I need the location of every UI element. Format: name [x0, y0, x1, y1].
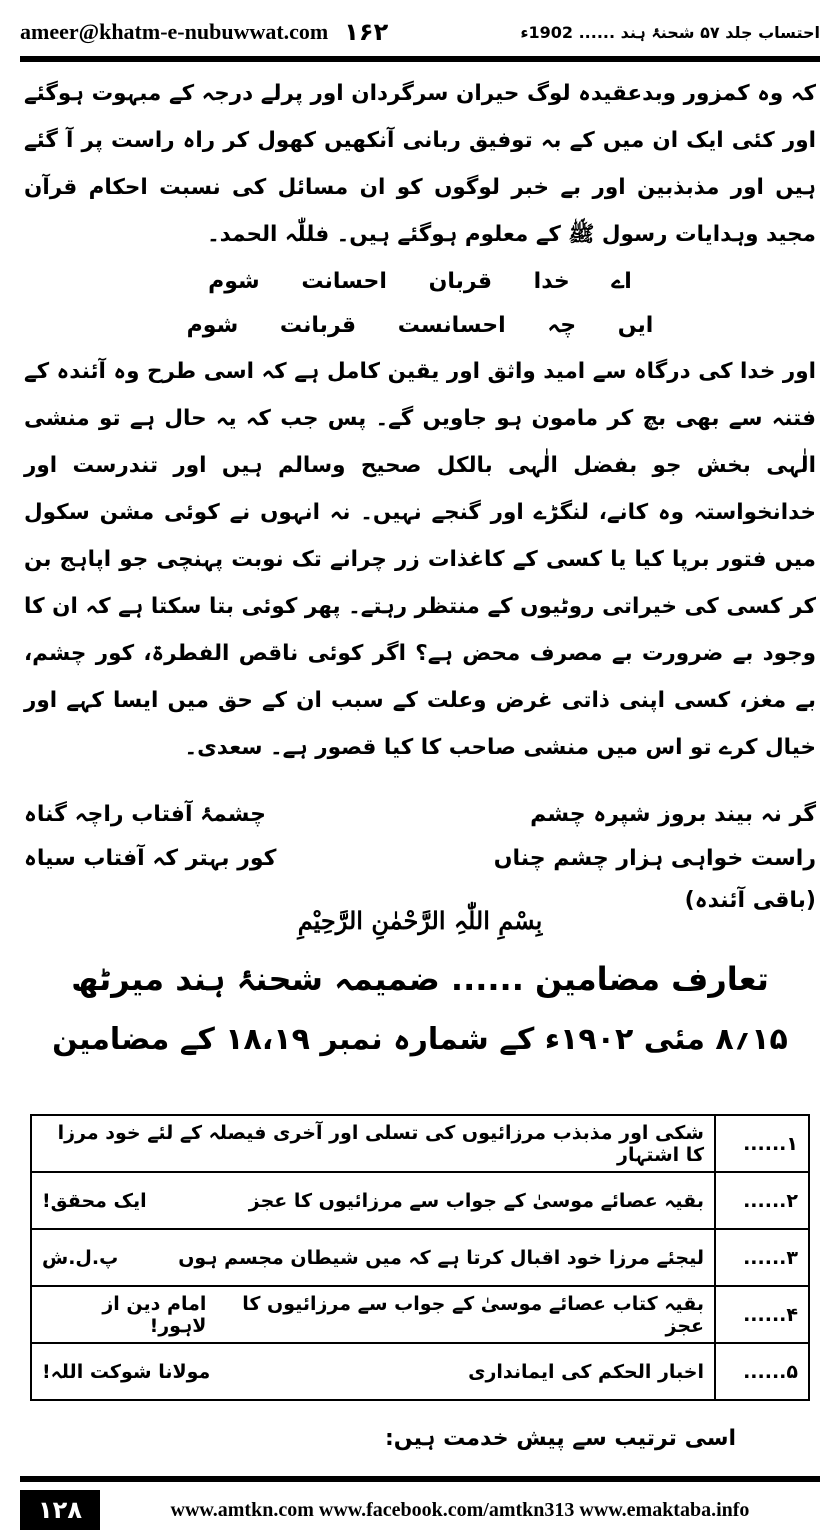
article-author: مولانا شوکت اللہ! [42, 1360, 211, 1383]
table-row [31, 1172, 809, 1229]
header-email: ameer@khatm-e-nubuwwat.com [20, 19, 329, 44]
closing-line: اسی ترتیب سے پیش خدمت ہیں: [384, 1426, 736, 1451]
couplet-1-second-half: چشمۂ آفتاب راچہ گناہ [24, 801, 267, 827]
table-row [31, 1115, 809, 1172]
article-title: شکی اور مذبذب مرزائیوں کی تسلی اور آخری فیصلہ کے لئے خود مرزا کا اشتہار [57, 1121, 704, 1166]
couplet-2-first-half: راست خواہی ہزار چشم چناں [493, 845, 816, 871]
verse-line-2: ایں چہ احسانست قربانت شوم [186, 313, 654, 338]
header-left [20, 18, 388, 46]
page-header [20, 14, 820, 50]
row-content [31, 1115, 715, 1172]
article-title: اخبار الحکم کی ایمانداری [468, 1360, 704, 1383]
section-title-line-1: تعارف مضامین ...... ضمیمہ شحنۂ ہند میرٹھ [71, 960, 769, 998]
row-content [31, 1343, 715, 1400]
row-content [31, 1286, 715, 1343]
row-content [31, 1229, 715, 1286]
header-rule [20, 56, 820, 62]
article-author: ایک محقق! [42, 1189, 147, 1212]
row-number: ۲...... [715, 1172, 809, 1229]
section-title-line-2: ۱۵؍۸ مئی ۱۹۰۲ء کے شمارہ نمبر ۱۸،۱۹ کے مضامین [52, 1022, 788, 1057]
couplet-1-first-half: گر نہ بیند بروز شپرہ چشم [530, 801, 816, 827]
article-author: امام دین از لاہور! [102, 1292, 207, 1337]
to-be-continued: (باقی آئندہ) [684, 887, 816, 913]
couplet-line-1 [24, 793, 816, 837]
header-page-number: ۱۶۲ [344, 18, 389, 46]
article-title: بقیہ عصائے موسیٰ کے جواب سے مرزائیوں کا عجز [248, 1189, 704, 1212]
article-title: بقیہ کتاب عصائے موسیٰ کے جواب سے مرزائیوں کا عجز [242, 1292, 704, 1337]
footer-page-number: ۱۲۸ [20, 1490, 100, 1530]
table-row [31, 1229, 809, 1286]
table-row [31, 1343, 809, 1400]
header-title: احتساب جلد ۵۷ شحنۂ ہند ...... 1902ء [520, 22, 820, 42]
row-number: ۱...... [715, 1115, 809, 1172]
paragraph-1: کہ وہ کمزور وبدعقیدہ لوگ حیران سرگردان اور پرلے درجہ کے مبہوت ہوگئے اور کئی ایک ان میں کے بہ توفیق ربانی آنکھیں کھول کر راہ راست پر آ گئے ہیں اور مذبذبین اور بے خبر لوگوں کو ان مسائل کی نسبت احکام قرآن مجید وہدایات رسول ﷺ کے معلوم ہوگئے ہیں۔ فللّٰہ الحمد۔ [24, 81, 816, 247]
row-content [31, 1172, 715, 1229]
row-number: ۳...... [715, 1229, 809, 1286]
article-body [24, 70, 816, 921]
bismillah-heading: بِسْمِ اللّٰہِ الرَّحْمٰنِ الرَّحِیْمِ [297, 906, 543, 935]
footer-links[interactable]: www.amtkn.com www.facebook.com/amtkn313 www.emaktaba.info [170, 1498, 750, 1521]
paragraph-2: اور خدا کی درگاہ سے امید واثق اور یقین کامل ہے کہ اسی طرح وہ آئندہ کے فتنہ سے بھی بچ کر مامون ہو جاویں گے۔ پس جب کہ یہ حال ہے تو منشی الٰہی بخش جو بفضل الٰہی بالکل صحیح وسالم ہیں اور تندرست اور خدانخواستہ وہ کانے، لنگڑے اور گنجے نہیں۔ نہ انہوں نے کوئی مشن سکول میں فتور برپا کیا یا کسی کے کاغذات زر چرانے تک نوبت پہنچی جو اپاہج بن کر کسی کی خیراتی روٹیوں کے منتظر رہتے۔ پھر کوئی بتا سکتا ہے کہ ان کا وجود بے ضرورت بے مصرف محض ہے؟ اگر کوئی ناقص الفطرۃ، کور چشم، بے مغز، کسی اپنی ذاتی غرض وعلت کے سبب ان کے حق میں ایسا کہے اور خیال کرے تو اس میں منشی صاحب کا کیا قصور ہے۔ سعدی۔ [24, 359, 816, 760]
row-number: ۵...... [715, 1343, 809, 1400]
couplet-line-2 [24, 837, 816, 881]
contents-table [30, 1114, 810, 1401]
table-row [31, 1286, 809, 1343]
couplet-2-second-half: کور بہتر کہ آفتاب سیاہ [24, 845, 277, 871]
row-number: ۴...... [715, 1286, 809, 1343]
verse-line-1: اے خدا قربان احسانت شوم [208, 269, 632, 294]
article-title: لیجئے مرزا خود اقبال کرتا ہے کہ میں شیطان مجسم ہوں [178, 1246, 704, 1269]
article-author: پ.ل.ش [42, 1246, 119, 1269]
footer-rule [20, 1476, 820, 1482]
page-footer [20, 1490, 820, 1530]
